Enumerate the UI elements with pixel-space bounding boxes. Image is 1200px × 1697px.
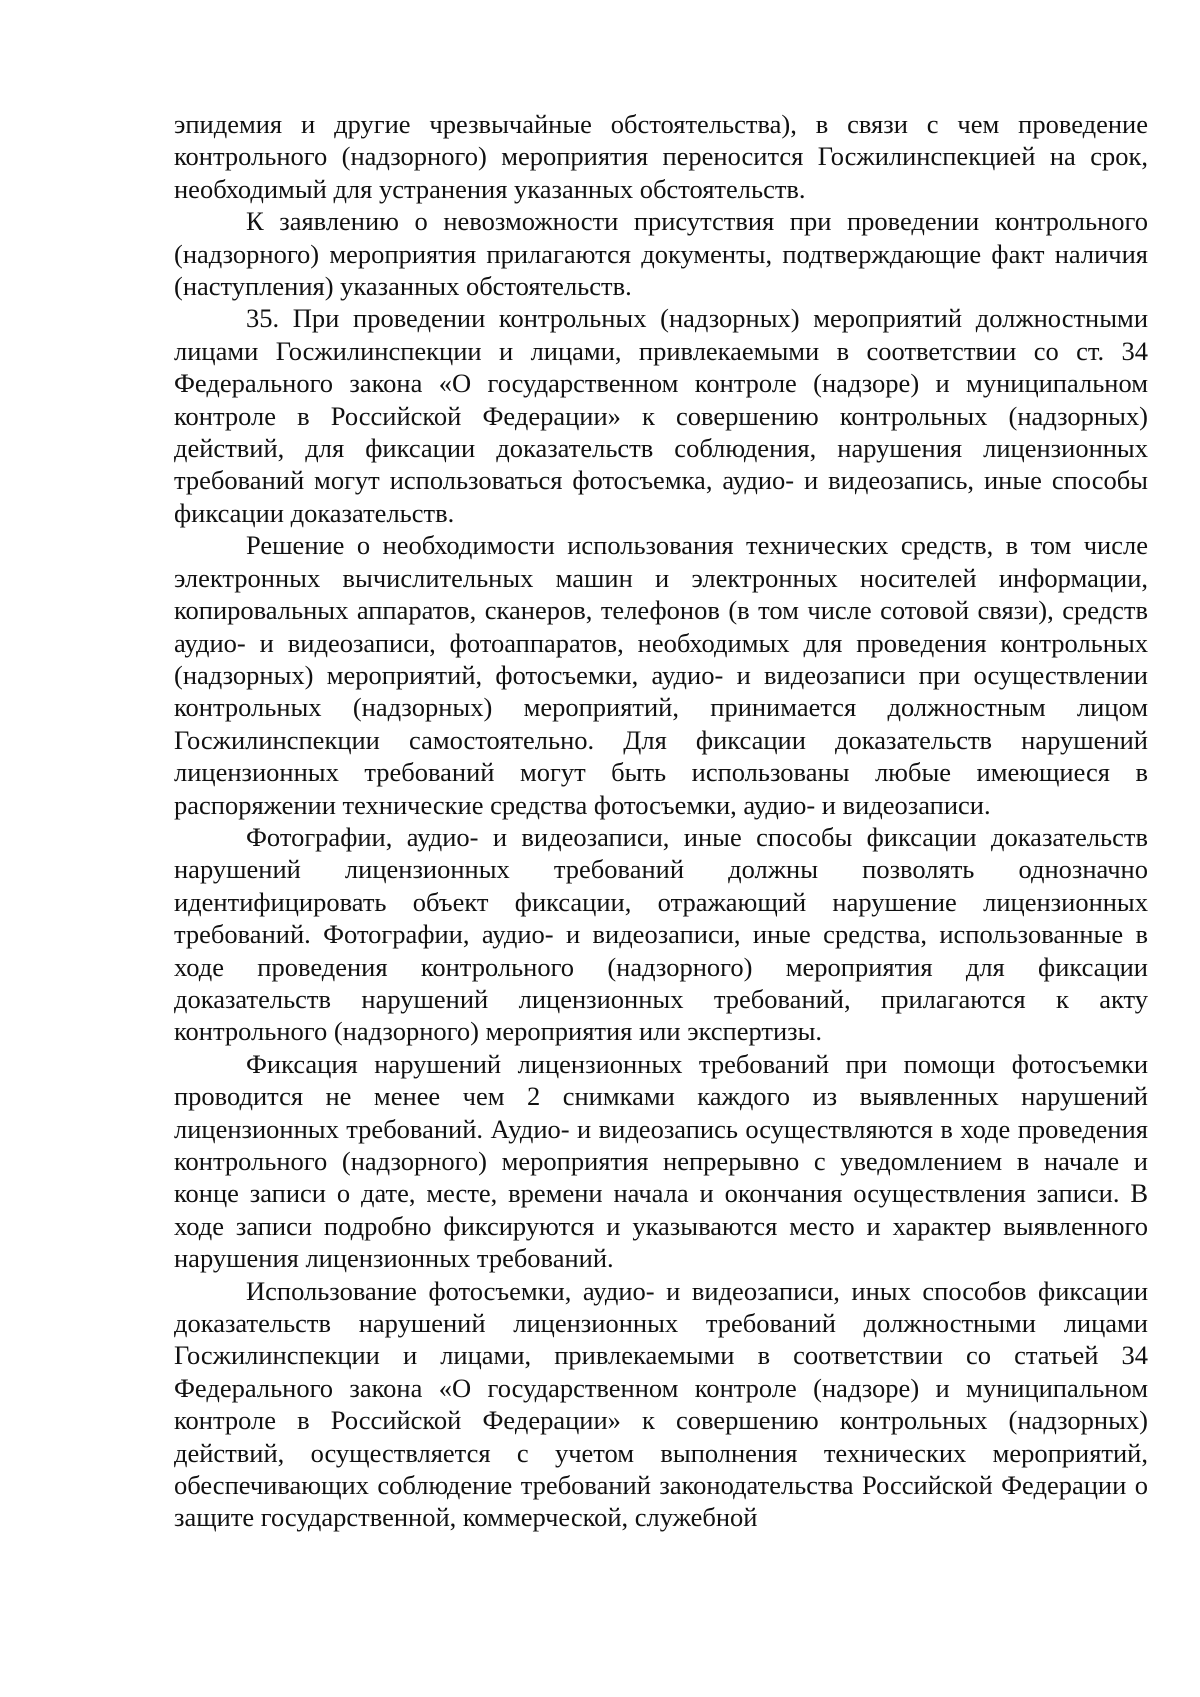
paragraph-fixation-procedure: Фиксация нарушений лицензионных требований при помощи фотосъемки проводится не менее чем 2 снимками каждого из выявленных нарушений лицензионных требований. Аудио- и видеозапись осуществляются в ходе проведения контрольного (надзорного) мероприятия непрерывно с уведомлением в начале и конце записи о дате, месте, времени начала и окончания осуществления записи. В ходе записи подробно фиксируются и указываются место и характер выявленного нарушения лицензионных требований. — [174, 1048, 1148, 1274]
paragraph-item-35: 35. При проведении контрольных (надзорных) мероприятий должностными лицами Госжилинспекции и лицами, привлекаемыми в соответствии со ст. 34 Федерального закона «О государственном контроле (надзоре) и муниципальном контроле в Российской Федерации» к совершению контрольных (надзорных) действий, для фиксации доказательств соблюдения, нарушения лицензионных требований могут использоваться фотосъемка, аудио- и видеозапись, иные способы фиксации доказательств. — [174, 303, 1148, 528]
paragraph-usage-conditions: Использование фотосъемки, аудио- и видеозаписи, иных способов фиксации доказательств нарушений лицензионных требований должностными лицами Госжилинспекции и лицами, привлекаемыми в соответствии со статьей 34 Федерального закона «О государственном контроле (надзоре) и муниципальном контроле в Российской Федерации» к совершению контрольных (надзорных) действий, осуществляется с учетом выполнения технических мероприятий, обеспечивающих соблюдение требований законодательства Российской Федерации о защите государственной, коммерческой, служебной — [174, 1275, 1148, 1533]
paragraph-technical-means: Решение о необходимости использования технических средств, в том числе электронных вычислительных машин и электронных носителей информации, копировальных аппаратов, сканеров, телефонов (в том числе сотовой связи), средств аудио- и видеозаписи, фотоаппаратов, необходимых для проведения контрольных (надзорных) мероприятий, фотосъемки, аудио- и видеозаписи при осуществлении контрольных (надзорных) мероприятий, принимается должностным лицом Госжилинспекции самостоятельно. Для фиксации доказательств нарушений лицензионных требований могут быть использованы любые имеющиеся в распоряжении технические средства фотосъемки, аудио- и видеозаписи. — [174, 530, 1148, 820]
paragraph-continuation: эпидемия и другие чрезвычайные обстоятельства), в связи с чем проведение контрольного (надзорного) мероприятия переносится Госжилинспекцией на срок, необходимый для устранения указанных обстоятельств. — [174, 109, 1148, 204]
paragraph-photo-requirements: Фотографии, аудио- и видеозаписи, иные способы фиксации доказательств нарушений лицензионных требований должны позволять однозначно идентифицировать объект фиксации, отражающий нарушение лицензионных требований. Фотографии, аудио- и видеозаписи, иные средства, использованные в ходе проведения контрольного (надзорного) мероприятия для фиксации доказательств нарушений лицензионных требований, прилагаются к акту контрольного (надзорного) мероприятия или экспертизы. — [174, 821, 1148, 1047]
document-page — [174, 108, 1148, 1534]
paragraph-application-documents: К заявлению о невозможности присутствия при проведении контрольного (надзорного) мероприятия прилагаются документы, подтверждающие факт наличия (наступления) указанных обстоятельств. — [174, 206, 1148, 302]
